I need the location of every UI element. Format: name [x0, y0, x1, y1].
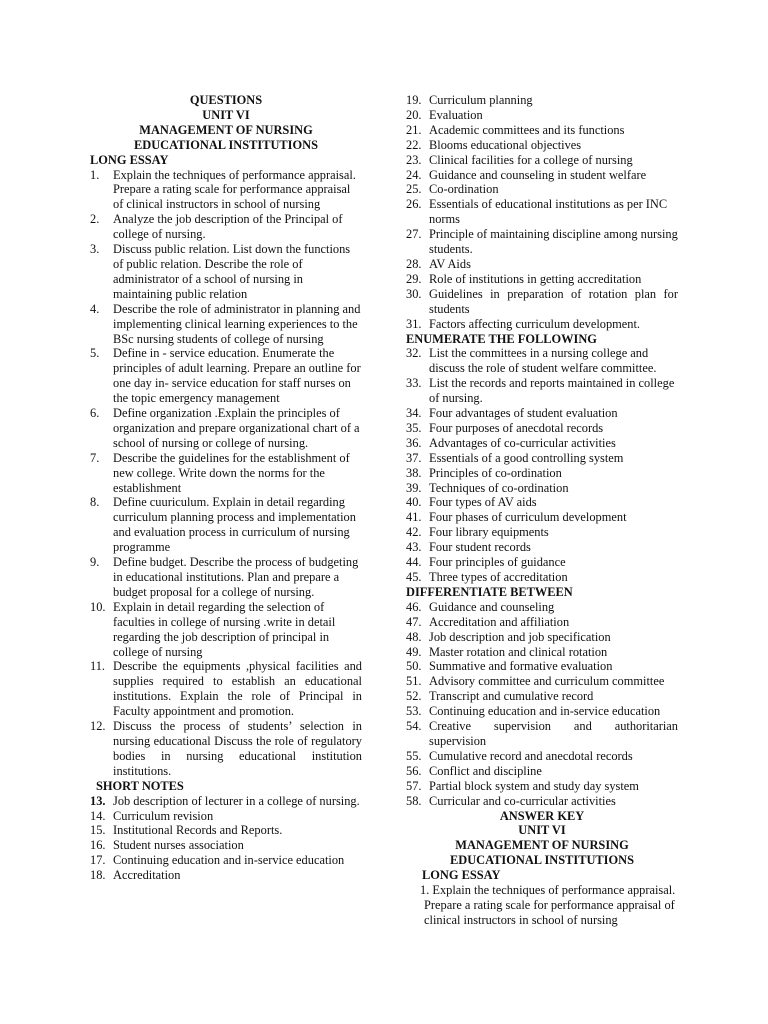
- question-text: Define organization .Explain the principles of organization and prepare organizational chart of a school of nursing or college of nursing.: [113, 406, 360, 450]
- question-text: Blooms educational objectives: [429, 137, 582, 152]
- question-number: 7.: [90, 450, 100, 465]
- question-item: [90, 659, 362, 719]
- question-item: [406, 153, 678, 168]
- differentiate-heading: DIFFERENTIATE BETWEEN: [406, 584, 573, 599]
- question-number: 44.: [406, 555, 422, 570]
- question-text: Partial block system and study day system: [429, 778, 639, 793]
- question-text: Four phases of curriculum development: [429, 510, 627, 525]
- left-column: [90, 93, 362, 883]
- question-text: Advantages of co-curricular activities: [429, 435, 616, 450]
- question-item: [406, 540, 678, 555]
- question-item: [90, 794, 362, 809]
- question-number: 15.: [90, 823, 106, 838]
- question-item: [406, 764, 678, 779]
- question-item: [406, 406, 678, 421]
- question-number: 11.: [90, 659, 106, 674]
- question-text: Curriculum planning: [429, 93, 533, 107]
- question-item: [90, 495, 362, 555]
- question-item: [406, 689, 678, 704]
- question-text: List the records and reports maintained in college of nursing.: [429, 376, 675, 406]
- question-text: Student nurses association: [113, 838, 244, 853]
- question-text: Define cuuriculum. Explain in detail regarding curriculum planning process and implementation and evaluation process in curriculum of nursing programme: [113, 495, 356, 555]
- questions-title: QUESTIONS: [189, 93, 263, 107]
- question-text: Accreditation: [113, 868, 181, 883]
- question-text: Accreditation and affiliation: [429, 614, 570, 629]
- question-item: [90, 346, 362, 406]
- question-text: Four purposes of anecdotal records: [429, 420, 604, 435]
- question-text: Four advantages of student evaluation: [429, 406, 618, 421]
- question-item: [406, 659, 678, 674]
- question-number: 40.: [406, 495, 422, 510]
- question-text: Advisory committee and curriculum committee: [429, 674, 665, 689]
- question-item: [90, 168, 362, 213]
- question-text: Describe the guidelines for the establishment of new college. Write down the norms for the establishment: [113, 450, 350, 495]
- question-text: Define budget. Describe the process of budgeting in educational institutions. Plan and prepare a budget proposal for a college of nursing.: [113, 555, 359, 599]
- question-text: Role of institutions in getting accreditation: [429, 271, 642, 286]
- question-number: 51.: [406, 674, 422, 689]
- question-item: [406, 272, 678, 287]
- question-item: [406, 257, 678, 272]
- question-number: 9.: [90, 555, 100, 570]
- question-item: [406, 108, 678, 123]
- question-text: Four types of AV aids: [429, 495, 537, 510]
- long-essay-heading: LONG ESSAY: [90, 152, 169, 167]
- question-item: [406, 138, 678, 153]
- question-number: 34.: [406, 406, 422, 421]
- question-item: [406, 376, 678, 406]
- question-item: [90, 242, 362, 302]
- answer-question-1: 1. Explain the techniques of performance appraisal.: [420, 883, 676, 898]
- question-number: 1.: [90, 167, 100, 182]
- question-number: 31.: [406, 316, 422, 331]
- question-item: [90, 838, 362, 853]
- question-number: 32.: [406, 346, 422, 361]
- subject-line-2: EDUCATIONAL INSTITUTIONS: [134, 137, 318, 152]
- question-text: Guidelines in preparation of rotation plan for students: [429, 286, 678, 316]
- question-number: 5.: [90, 346, 100, 361]
- question-text: Master rotation and clinical rotation: [429, 644, 608, 659]
- question-text: Essentials of a good controlling system: [429, 450, 624, 465]
- question-text: Four principles of guidance: [429, 555, 566, 570]
- question-item: [406, 704, 678, 719]
- question-text: Three types of accreditation: [429, 570, 568, 584]
- question-item: [406, 525, 678, 540]
- question-text: Continuing education and in-service education: [113, 853, 345, 868]
- question-item: [406, 346, 678, 376]
- question-item: [90, 212, 362, 242]
- question-number: 2.: [90, 212, 100, 227]
- question-item: [90, 600, 362, 660]
- short-notes-continued-list: [406, 93, 678, 332]
- question-number: 4.: [90, 301, 100, 316]
- question-text: Discuss public relation. List down the functions of public relation. Describe the role of administrator of a school of nursing in maintaining public relation: [113, 242, 351, 301]
- question-item: [406, 674, 678, 689]
- question-item: [406, 466, 678, 481]
- question-number: 29.: [406, 271, 422, 286]
- question-number: 52.: [406, 689, 422, 704]
- question-text: Creative supervision and authoritarian supervision: [429, 719, 678, 748]
- question-number: 25.: [406, 182, 422, 197]
- question-number: 36.: [406, 435, 422, 450]
- question-item: [406, 749, 678, 764]
- differentiate-list: [406, 600, 678, 809]
- question-number: 12.: [90, 719, 106, 734]
- question-number: 42.: [406, 525, 422, 540]
- question-number: 24.: [406, 167, 422, 182]
- question-text: Co-ordination: [429, 182, 499, 197]
- question-item: [406, 600, 678, 615]
- question-text: Four library equipments: [429, 525, 549, 540]
- question-number: 23.: [406, 152, 422, 167]
- question-text: Describe the equipments ,physical facilities and supplies required to establish an educational institutions. Explain the role of Principal in Faculty appointment and promotion.: [113, 659, 362, 719]
- question-item: [406, 615, 678, 630]
- question-number: 49.: [406, 644, 422, 659]
- question-text: Essentials of educational institutions as per INC norms: [429, 197, 668, 227]
- question-item: [406, 182, 678, 197]
- question-text: Guidance and counseling in student welfare: [429, 167, 647, 182]
- question-item: [406, 779, 678, 794]
- question-item: [406, 287, 678, 317]
- question-text: Clinical facilities for a college of nursing: [429, 152, 633, 167]
- question-text: Continuing education and in-service education: [429, 704, 661, 719]
- question-text: Describe the role of administrator in planning and implementing clinical learning experiences to the BSc nursing students of college of nursing: [113, 301, 361, 346]
- answer-unit-label: UNIT VI: [518, 823, 566, 838]
- question-text: Cumulative record and anecdotal records: [429, 748, 633, 763]
- question-number: 28.: [406, 256, 422, 271]
- question-number: 18.: [90, 868, 106, 883]
- question-text: List the committees in a nursing college and discuss the role of student welfare committee.: [429, 346, 657, 376]
- question-item: [406, 510, 678, 525]
- question-text: Discuss the process of students’ selection in nursing educational Discuss the role of regulatory bodies in nursing educational institution institutions.: [113, 719, 362, 778]
- question-text: Define in - service education. Enumerate the principles of adult learning. Prepare an outline for one day in- service education for staff nurses on the topic emergency management: [113, 346, 361, 406]
- question-number: 41.: [406, 510, 422, 525]
- question-item: [406, 197, 678, 227]
- answer-question-1-continued: Prepare a rating scale for performance appraisal of clinical instructors in school of nursing: [424, 897, 675, 927]
- question-text: Explain in detail regarding the selection of faculties in college of nursing .write in detail regarding the job description of principal in college of nursing: [113, 599, 336, 659]
- question-number: 21.: [406, 122, 422, 137]
- question-number: 27.: [406, 227, 422, 242]
- question-item: [406, 168, 678, 183]
- question-item: [406, 93, 678, 108]
- question-number: 13.: [90, 793, 106, 808]
- question-number: 14.: [90, 808, 106, 823]
- question-text: Guidance and counseling: [429, 599, 555, 614]
- unit-label: UNIT VI: [202, 107, 250, 122]
- question-text: Principle of maintaining discipline among nursing students.: [429, 227, 678, 257]
- question-item: [406, 555, 678, 570]
- question-item: [406, 317, 678, 332]
- question-number: 10.: [90, 599, 106, 614]
- question-text: Curriculum revision: [113, 808, 214, 823]
- subject-line-1: MANAGEMENT OF NURSING: [139, 122, 313, 137]
- question-number: 45.: [406, 570, 422, 584]
- question-item: [406, 481, 678, 496]
- question-number: 55.: [406, 748, 422, 763]
- right-column: [406, 93, 678, 928]
- question-text: Techniques of co-ordination: [429, 480, 569, 495]
- question-item: [406, 630, 678, 645]
- answer-long-essay-heading: LONG ESSAY: [422, 868, 501, 883]
- question-number: 48.: [406, 629, 422, 644]
- question-text: Institutional Records and Reports.: [113, 823, 283, 838]
- question-number: 16.: [90, 838, 106, 853]
- question-text: Transcript and cumulative record: [429, 689, 594, 704]
- question-item: [406, 451, 678, 466]
- answer-key-heading: ANSWER KEY: [499, 808, 585, 823]
- question-text: Conflict and discipline: [429, 763, 542, 778]
- question-text: Academic committees and its functions: [429, 122, 625, 137]
- short-notes-heading: SHORT NOTES: [96, 778, 184, 793]
- question-number: 37.: [406, 450, 422, 465]
- question-item: [406, 421, 678, 436]
- question-text: Job description of lecturer in a college of nursing.: [113, 793, 360, 808]
- question-number: 30.: [406, 286, 422, 301]
- question-item: [406, 645, 678, 660]
- question-number: 56.: [406, 763, 422, 778]
- short-notes-list: [90, 794, 362, 883]
- question-number: 17.: [90, 853, 106, 868]
- question-number: 50.: [406, 659, 422, 674]
- question-number: 39.: [406, 480, 422, 495]
- question-number: 58.: [406, 793, 422, 808]
- question-item: [406, 794, 678, 809]
- question-text: Summative and formative evaluation: [429, 659, 613, 674]
- long-essay-list: [90, 168, 362, 779]
- question-text: AV Aids: [429, 256, 471, 271]
- question-item: [90, 302, 362, 347]
- question-number: 22.: [406, 137, 422, 152]
- question-number: 33.: [406, 376, 422, 391]
- question-text: Four student records: [429, 540, 531, 555]
- question-item: [90, 823, 362, 838]
- question-text: Curricular and co-curricular activities: [429, 793, 616, 808]
- question-text: Explain the techniques of performance appraisal. Prepare a rating scale for performance appraisal of clinical instructors in school of nursing: [113, 167, 356, 212]
- enumerate-heading: ENUMERATE THE FOLLOWING: [406, 331, 597, 346]
- question-item: [90, 719, 362, 779]
- question-number: 35.: [406, 420, 422, 435]
- question-number: 54.: [406, 719, 422, 734]
- question-text: Job description and job specification: [429, 629, 611, 644]
- question-item: [90, 406, 362, 451]
- question-number: 26.: [406, 197, 422, 212]
- question-item: [90, 451, 362, 496]
- question-item: [406, 570, 678, 585]
- question-text: Principles of co-ordination: [429, 465, 562, 480]
- question-item: [406, 495, 678, 510]
- question-number: 20.: [406, 107, 422, 122]
- question-item: [90, 868, 362, 883]
- question-item: [406, 227, 678, 257]
- question-number: 57.: [406, 778, 422, 793]
- question-number: 53.: [406, 704, 422, 719]
- question-item: [406, 123, 678, 138]
- question-text: Analyze the job description of the Principal of college of nursing.: [113, 212, 343, 242]
- answer-subject-line-2: EDUCATIONAL INSTITUTIONS: [450, 853, 634, 868]
- answer-subject-line-1: MANAGEMENT OF NURSING: [455, 838, 629, 853]
- question-item: [90, 853, 362, 868]
- question-number: 46.: [406, 599, 422, 614]
- question-number: 6.: [90, 406, 100, 421]
- question-text: Evaluation: [429, 107, 483, 122]
- question-item: [406, 436, 678, 451]
- enumerate-list: [406, 346, 678, 585]
- question-item: [406, 719, 678, 749]
- question-item: [90, 555, 362, 600]
- question-number: 19.: [406, 93, 422, 107]
- question-number: 3.: [90, 242, 100, 257]
- question-number: 8.: [90, 495, 100, 510]
- question-number: 38.: [406, 465, 422, 480]
- question-item: [90, 809, 362, 824]
- question-text: Factors affecting curriculum development.: [429, 316, 641, 331]
- question-number: 47.: [406, 614, 422, 629]
- question-number: 43.: [406, 540, 422, 555]
